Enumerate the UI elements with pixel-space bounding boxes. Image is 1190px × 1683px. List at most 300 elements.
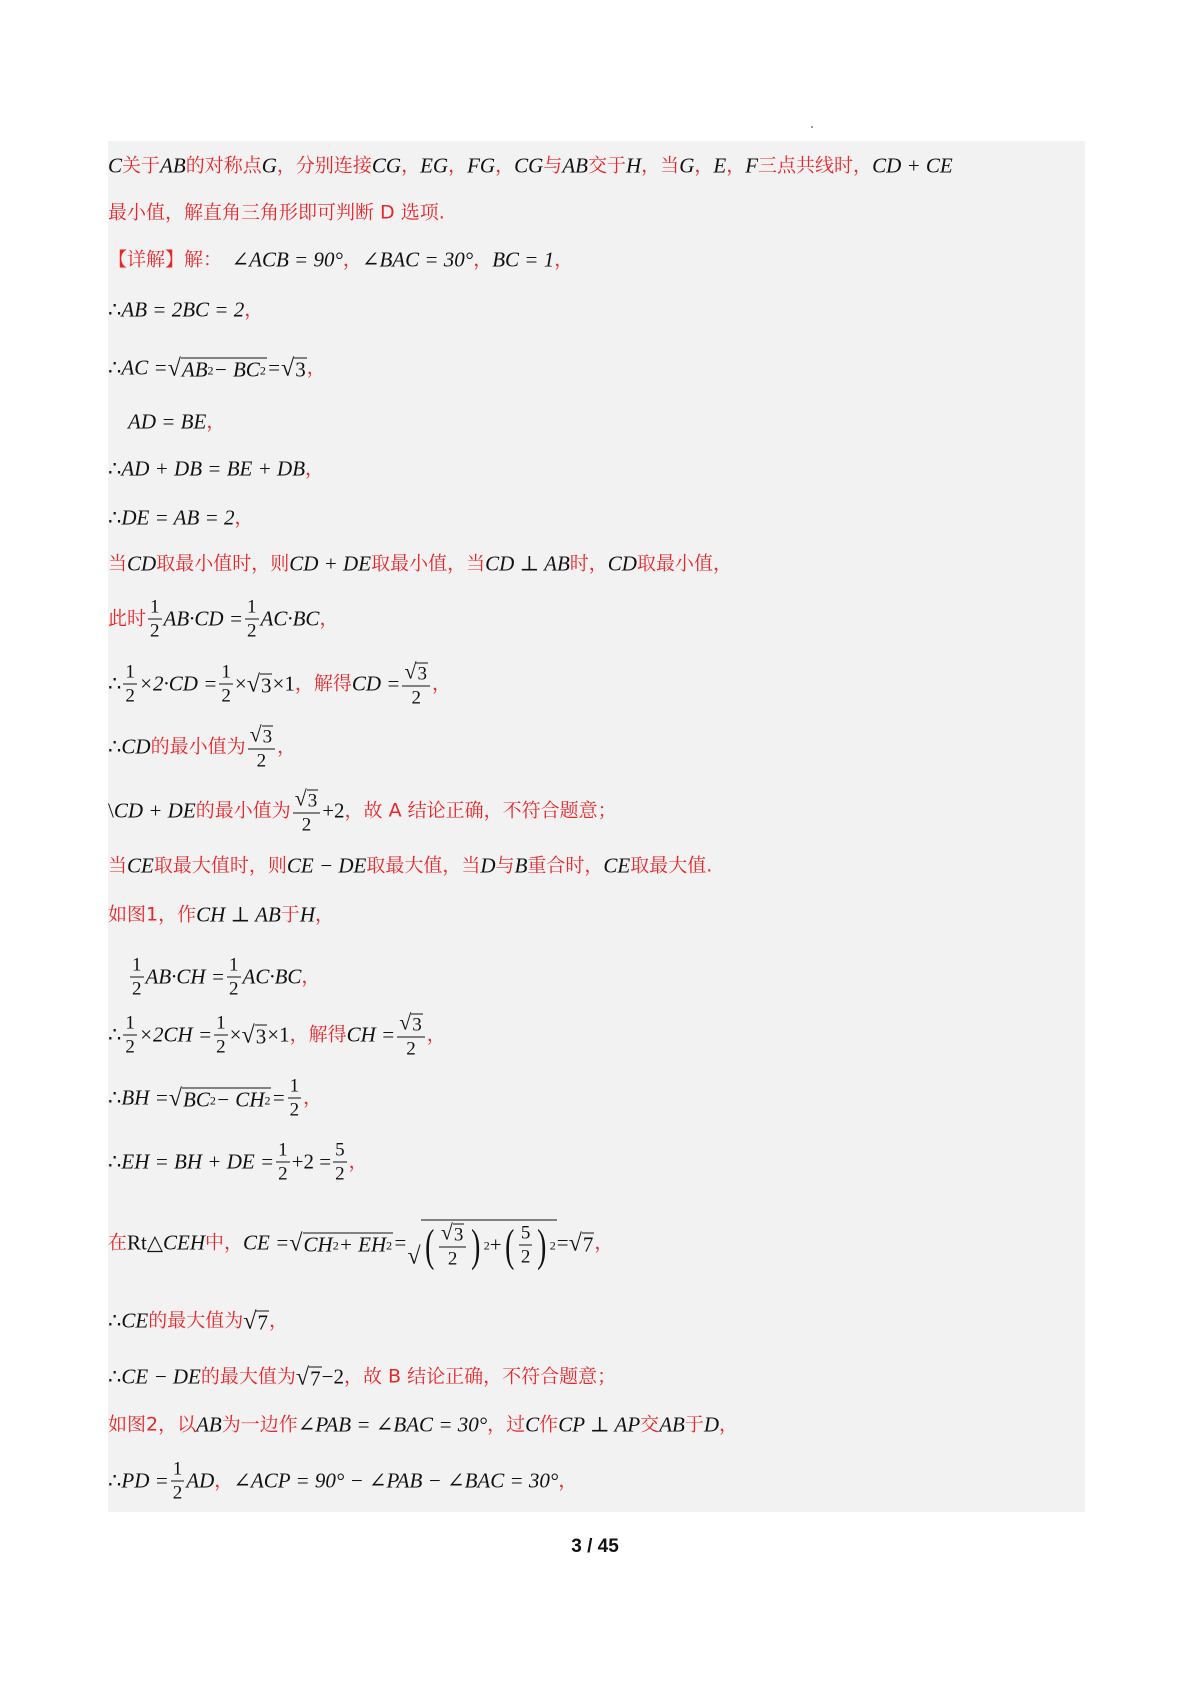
math-run: 3 [453,1224,464,1246]
math-run: − BC [213,357,260,382]
numerator [130,956,144,978]
solution-line [108,153,953,178]
math-run: G [261,153,277,178]
math-run: CE [603,853,631,878]
solution-line [108,1460,577,1503]
numerator [214,1014,228,1036]
math-run: × [234,671,247,696]
radical-sign-icon: √ [404,659,417,684]
math-run: − CH [215,1087,265,1112]
math-run: 2 [447,1248,458,1270]
fraction [519,1224,533,1267]
superscript: 2 [386,1238,393,1252]
radical-sign-icon: √ [249,722,262,747]
text-run: ， [473,248,493,271]
text-run: 【详解】解： [108,248,232,271]
math-run: = [271,1085,286,1110]
math-run: = [266,355,281,380]
math-run: 1 [278,1139,288,1161]
text-run: 当 [108,552,128,575]
denominator [171,1482,185,1503]
text-run: 取最小值时，则 [156,552,290,575]
text-run: ，解得 [294,672,352,695]
denominator [519,1246,533,1267]
math-run: 2 [256,750,267,772]
math-run: CE − DE [121,1364,201,1389]
fraction [123,663,137,706]
fraction [123,1014,137,1057]
text-run: 的最大值为 [200,1365,296,1388]
text-run: ， [314,903,334,926]
denominator [227,978,241,999]
text-run: ， [719,1413,739,1436]
math-run: 2 [247,620,257,642]
math-run: CH ⊥ AB [196,902,281,927]
text-run: 取最小值，当 [371,552,486,575]
text-run: 取最大值. [630,854,713,877]
math-run: AB [181,357,208,382]
text-run: 与 [495,854,515,877]
square-root [250,724,274,747]
fraction [227,956,241,999]
solution-line [108,297,264,322]
math-run: 2 [132,978,142,1000]
math-run: CE = [243,1230,290,1255]
math-run: 1 [289,1075,300,1097]
math-run: D [703,1412,720,1437]
denominator [123,685,137,706]
text-run: 中， [205,1231,244,1254]
text-run: ， [305,457,325,480]
numerator [219,663,233,685]
math-run: 1 [125,661,135,683]
solution-line [108,1077,322,1120]
radicand [182,1088,271,1111]
text-run: ， [301,965,321,988]
math-run: CE − DE [286,853,367,878]
math-run: CD [127,551,157,576]
superscript: 2 [259,363,266,377]
math-run: 3 [260,673,272,698]
fraction [171,1460,185,1503]
numerator [276,1141,290,1163]
math-run: AB [196,1412,222,1437]
text-run: ， [303,1086,323,1109]
numerator [245,598,259,620]
text-run: ，故 B 结论正确，不符合题意； [343,1365,617,1388]
superscript: 2 [549,1238,556,1252]
math-run: 1 [229,954,239,976]
math-run: 2 [520,1246,531,1268]
fraction [248,724,276,771]
math-run: ∴ [108,297,122,322]
math-run: CD + DE [289,551,372,576]
radical-sign-icon: √ [440,1220,453,1245]
numerator [288,1077,302,1099]
math-run: 3 [255,1024,267,1049]
math-run: AC = [121,355,168,380]
math-run: ∴ [108,1085,122,1110]
text-run: ，解得 [289,1023,347,1046]
text-run: ， [726,154,746,177]
radicand [453,1224,465,1245]
square-root [441,1222,465,1245]
math-run: 3 [307,790,318,812]
math-run: 7 [257,1310,268,1335]
math-run: ∠ACP = 90° − ∠PAB − ∠BAC = 30° [233,1468,559,1493]
math-run: BC = 1 [492,247,555,272]
denominator [148,620,162,641]
math-run: CE [127,853,154,878]
text-run: ， [319,607,339,630]
math-run: 3 [295,357,306,382]
math-run: CD [607,551,637,576]
radical-sign-icon: √ [243,1307,257,1335]
math-run: DE = AB = 2 [121,505,235,530]
denominator [404,1038,418,1059]
numerator [123,663,137,685]
denominator [276,1163,290,1184]
text-run: ， [431,672,451,695]
math-run: ∴ [108,1022,122,1047]
paren-content [437,1222,469,1269]
math-run: AB [562,153,588,178]
left-paren: ( [424,1219,434,1270]
math-run: AD = BE [128,409,207,434]
math-run: 1 [221,661,231,683]
text-run: 最小值，解直角三角形即可判断 D 选项. [108,201,445,224]
square-root [168,356,267,381]
radical-sign-icon: √ [168,1084,183,1112]
numerator [397,1012,425,1038]
fraction [293,788,321,835]
math-run: CEH [163,1230,206,1255]
numerator [123,1014,137,1036]
math-run: B [514,853,528,878]
math-run: 2 [216,1036,226,1058]
numerator [148,598,162,620]
solution-line [108,598,338,641]
square-root [289,1231,393,1256]
math-run: 1 [247,596,257,618]
square-root [169,1086,272,1111]
fraction [288,1077,302,1120]
superscript: 2 [209,1093,216,1107]
numerator [227,956,241,978]
solution-line [108,1365,616,1390]
parenthesized [422,1219,484,1270]
math-run: 2 [406,1038,416,1060]
radicand [582,1233,595,1256]
denominator [333,1163,347,1184]
math-run: ∠ACB = 90° [231,247,343,272]
math-run: AB [659,1412,685,1437]
text-run: ， [448,154,468,177]
text-run: 交于 [587,154,626,177]
solution-line [108,1012,446,1059]
text-run: 当 [108,854,128,877]
math-run: CE [121,1308,149,1333]
page-number: 3 / 45 [571,1536,619,1557]
math-run: 2 [125,685,135,707]
math-run: ×2·CD = [138,671,218,696]
math-run: \ [108,798,114,823]
radicand [411,1014,423,1035]
radicand [294,358,307,381]
solution-line [108,247,574,272]
math-run: H [299,902,315,927]
numerator [439,1222,467,1248]
fraction [130,956,144,999]
math-run: CD ⊥ AB [485,551,570,576]
math-run: 2 [125,1036,135,1058]
text-run: ， [594,1231,614,1254]
radical-sign-icon: √ [294,786,307,811]
numerator [293,788,321,814]
math-run: AD [186,1468,215,1493]
text-run: 三点共线时， [758,154,873,177]
math-run: ∴ [108,671,122,696]
math-run: 7 [310,1366,321,1391]
solution-line [108,505,254,530]
math-run: 2 [411,687,421,709]
solution-line [108,456,325,481]
math-run: FG [467,153,496,178]
numerator [402,661,430,687]
math-run: ×1 [272,671,295,696]
math-run: AC·BC [260,606,320,631]
denominator [245,620,259,641]
text-run: ， [426,1023,446,1046]
math-run: 5 [335,1139,345,1161]
solution-line [128,409,226,434]
math-run: ×1 [267,1022,290,1047]
math-run: CD [121,734,151,759]
square-root [407,1218,556,1269]
math-run: ∴ [108,456,122,481]
text-run: ，故 A 结论正确，不符合题意； [344,799,617,822]
radical-sign-icon: √ [568,1229,582,1257]
text-run: ， [268,1309,288,1332]
scan-dot [811,126,813,128]
fraction [276,1141,290,1184]
radical-sign-icon: √ [246,670,260,698]
square-root [241,1023,267,1048]
math-run: 1 [125,1012,135,1034]
fraction [219,663,233,706]
text-run: ， [401,154,421,177]
numerator [171,1460,185,1482]
text-run: 此时 [108,607,147,630]
math-run: + EH [338,1232,387,1257]
square-root [569,1231,595,1256]
math-run: ∴ [108,505,122,530]
math-run: AC·BC [242,964,302,989]
left-paren: ( [504,1219,514,1270]
right-paren: ) [471,1219,481,1270]
math-run: AB = 2BC = 2 [121,297,245,322]
superscript: 2 [332,1238,339,1252]
radicand [255,1025,268,1048]
math-run: AB·CD = [163,606,244,631]
radicand [181,358,267,381]
denominator [300,814,314,835]
math-run: 1 [216,1012,226,1034]
denominator [219,685,233,706]
text-run: 在 [108,1231,128,1254]
superscript: 2 [207,363,214,377]
radical-sign-icon: √ [289,1229,303,1257]
math-run: BC [183,1087,210,1112]
math-run: 1 [172,1458,183,1480]
math-run: 5 [520,1222,531,1244]
math-run: 1 [150,596,160,618]
math-run: CD + DE [113,798,196,823]
numerator [519,1224,533,1246]
text-run: ， [206,410,226,433]
math-run: Rt△ [127,1230,164,1255]
math-run: 2 [229,978,239,1000]
math-run: 2 [289,1099,300,1121]
math-run: = [393,1230,408,1255]
math-run: CP ⊥ AP [558,1412,641,1437]
text-run: 作 [539,1413,559,1436]
text-run: ， [348,1150,368,1173]
solution-line [108,788,617,835]
math-run: C [108,153,123,178]
fraction [402,661,430,708]
radicand [416,663,428,684]
math-run: G [679,153,695,178]
math-run: × [229,1022,242,1047]
math-run: ∴ [108,355,122,380]
math-run: C [525,1412,540,1437]
math-run: E [713,153,727,178]
math-run: 3 [417,663,427,685]
radical-sign-icon: √ [295,1363,310,1391]
solution-line [128,956,320,999]
text-run: ， [277,735,297,758]
text-run: 取最大值，当 [366,854,481,877]
text-run: ， [342,248,362,271]
text-run: 取最大值时，则 [153,854,287,877]
text-run: ，过 [487,1413,526,1436]
right-paren: ) [537,1219,547,1270]
text-run: ， [694,154,714,177]
math-run: ×2CH = [138,1022,213,1047]
denominator [123,1036,137,1057]
solution-line [108,661,451,708]
math-run: 2 [221,685,231,707]
math-run: CH [303,1232,333,1257]
text-run: ， [558,1469,578,1492]
radical-sign-icon: √ [241,1021,255,1049]
text-run: 交 [640,1413,660,1436]
radical-sign-icon: √ [167,354,181,382]
solution-line [108,1218,613,1269]
square-root [296,1365,322,1390]
denominator [255,750,269,771]
text-run: 的最小值为 [150,735,246,758]
fraction [439,1222,467,1269]
paren-content [517,1224,535,1267]
text-run: ， [554,248,574,271]
radicand [307,790,319,811]
square-root [243,1309,269,1334]
radicand [262,726,274,747]
solution-line [108,1141,368,1184]
math-run: AB·CH = [145,964,225,989]
math-run: 1 [132,954,142,976]
math-run: 2 [301,814,312,836]
math-run: = [556,1230,569,1255]
fraction [333,1141,347,1184]
text-run: ， [495,154,515,177]
fraction [148,598,162,641]
math-run: CD + CE [872,153,953,178]
text-run: ，当 [641,154,680,177]
denominator [446,1248,460,1269]
text-run: 与 [543,154,563,177]
solution-line [108,853,713,878]
math-run: D [480,853,496,878]
text-run: 的最大值为 [148,1309,244,1332]
math-run: H [626,153,642,178]
square-root [281,356,307,381]
text-run: 取最小值， [636,552,732,575]
text-run: ， [244,298,264,321]
math-run: 7 [582,1232,594,1257]
math-run: PD = [121,1468,169,1493]
math-run: −2 [321,1364,344,1389]
math-run: AB [160,153,186,178]
parenthesized [502,1219,550,1270]
math-run: AD + DB = BE + DB [121,456,306,481]
text-run: ， [306,356,326,379]
math-run: CG [514,153,544,178]
fraction [245,598,259,641]
text-run: 的对称点 [185,154,262,177]
text-run: 如图2，以 [108,1413,197,1436]
math-run: BH = [121,1085,169,1110]
radical-sign-icon: √ [407,1242,421,1270]
text-run: ，分别连接 [276,154,372,177]
text-run: 于 [280,903,300,926]
radical-sign-icon: √ [280,354,295,382]
math-run: ∴ [108,734,122,759]
math-run: 2 [335,1163,345,1185]
math-run: CH = [346,1022,396,1047]
solution-line [108,724,296,771]
text-run: 于 [684,1413,704,1436]
superscript: 2 [483,1238,490,1252]
numerator [248,724,276,750]
text-run: 为一边作 [221,1413,298,1436]
fraction [397,1012,425,1059]
text-run: ， [234,506,254,529]
math-run: ∴ [108,1149,122,1174]
math-run: +2 [322,798,345,823]
radicand [260,674,273,697]
superscript: 2 [264,1093,271,1107]
radicand [309,1367,322,1390]
denominator [288,1099,302,1120]
solution-line [108,902,334,927]
text-run: 时， [569,552,608,575]
math-run: F [745,153,759,178]
radicand [256,1311,269,1334]
solution-line [108,1309,288,1334]
